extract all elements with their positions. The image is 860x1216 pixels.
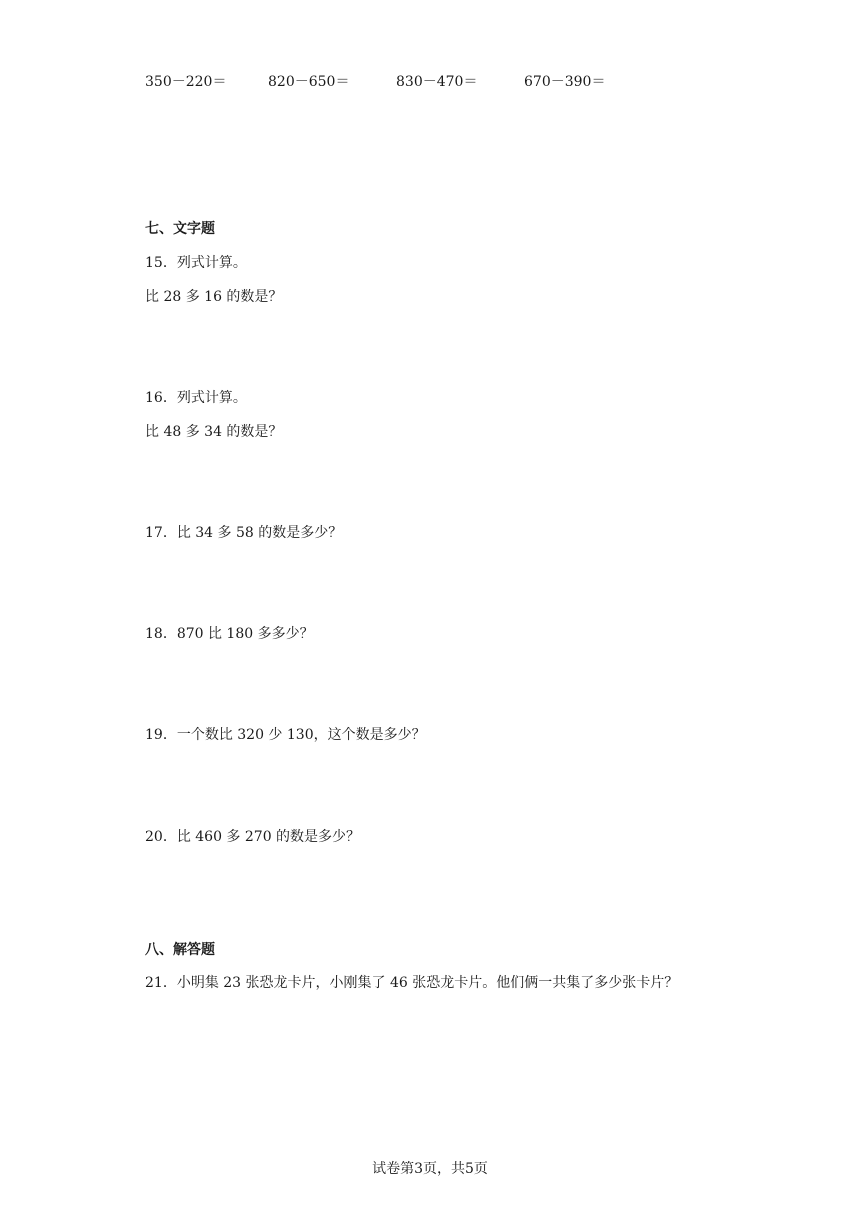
- question-18: 18．870 比 180 多多少？: [145, 626, 314, 642]
- calc-3: 830－470＝: [396, 74, 478, 90]
- question-20: 20．比 460 多 270 的数是多少？: [145, 829, 361, 845]
- question-16-text: 比 48 多 34 的数是？: [145, 424, 283, 440]
- question-17: 17．比 34 多 58 的数是多少？: [145, 525, 343, 541]
- calc-4: 670－390＝: [524, 74, 606, 90]
- question-19: 19．一个数比 320 少 130，这个数是多少？: [145, 727, 426, 743]
- page-footer: 试卷第3页，共5页: [372, 1161, 488, 1177]
- question-15-stem: 15．列式计算。: [145, 255, 247, 271]
- question-15-text: 比 28 多 16 的数是？: [145, 289, 283, 305]
- calc-2: 820－650＝: [268, 74, 350, 90]
- question-16-stem: 16．列式计算。: [145, 390, 247, 406]
- question-21: 21．小明集 23 张恐龙卡片，小刚集了 46 张恐龙卡片。他们俩一共集了多少张卡片？: [145, 975, 679, 991]
- section-7-title: 七、文字题: [145, 221, 215, 237]
- calc-1: 350－220＝: [145, 74, 227, 90]
- section-8-title: 八、解答题: [145, 942, 215, 958]
